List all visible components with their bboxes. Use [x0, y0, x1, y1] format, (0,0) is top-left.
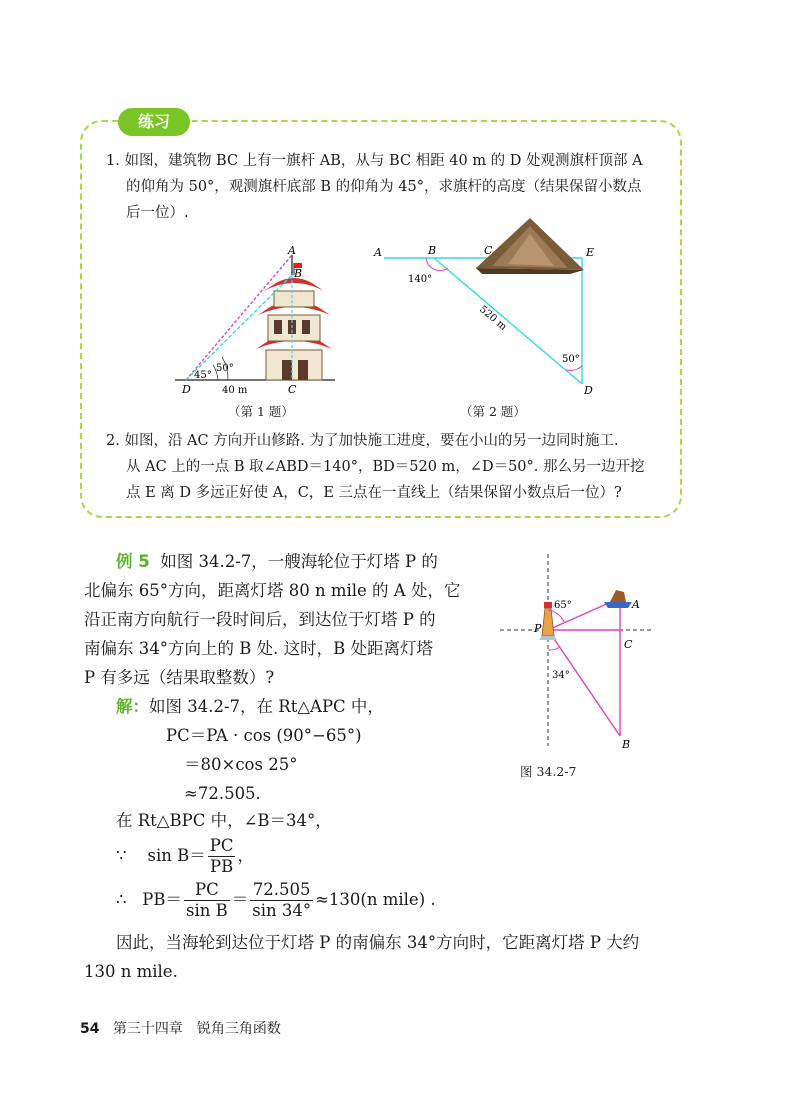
- fig1-angle-45: 45°: [194, 370, 212, 381]
- ex-line3: 沿正南方向航行一段时间后，到达位于灯塔 P 的: [84, 610, 436, 629]
- fig3-angle-34: 34°: [552, 670, 570, 681]
- page-number: 54: [80, 1021, 100, 1037]
- fig2-label-B: B: [428, 244, 437, 257]
- fraction-numeric: [250, 880, 313, 921]
- ship-icon: [604, 590, 632, 608]
- solution: [116, 692, 516, 808]
- example-label: 例 5: [116, 552, 150, 571]
- q2-line2: 从 AC 上的一点 B 取∠ABD＝140°，BD＝520 m，∠D＝50°. 那么另一边开挖: [126, 459, 645, 475]
- fig3-caption: 图 34.2-7: [520, 764, 577, 779]
- fig3-label-C: C: [624, 638, 633, 651]
- frac2-den: sin B: [185, 901, 228, 920]
- fig1-angle-50: 50°: [216, 363, 234, 374]
- tower-illustration: [256, 263, 332, 380]
- fig3-angle-65: 65°: [554, 600, 572, 611]
- fig1-label-B: B: [294, 267, 303, 280]
- conclusion: [84, 928, 704, 986]
- fig2-label-E: E: [586, 246, 595, 259]
- solution-label: 解：: [116, 697, 149, 716]
- frac1-num: PC: [209, 836, 234, 855]
- therefore-line: [116, 880, 436, 921]
- fig2-angle-50: 50°: [562, 354, 580, 365]
- q1-line2: 的仰角为 50°，观测旗杆底部 B 的仰角为 45°，求旗杆的高度（结果保留小数点: [126, 179, 642, 195]
- fig2-dist-520m: 520 m: [477, 304, 509, 333]
- fig2-label-C: C: [484, 244, 493, 257]
- q1-line3: 后一位）.: [126, 205, 189, 221]
- approx-result: ≈130(n mile) .: [315, 890, 436, 909]
- frac1-den: PB: [209, 857, 234, 876]
- pb-text: PB＝: [142, 890, 182, 909]
- ex-line4: 南偏东 34°方向上的 B 处. 这时，B 处距离灯塔: [84, 639, 433, 658]
- ex-line5: P 有多远（结果取整数）?: [84, 668, 275, 687]
- ex-line1: 如图 34.2-7，一艘海轮位于灯塔 P 的: [160, 552, 438, 571]
- q1-line1: 1. 如图，建筑物 BC 上有一旗杆 AB，从与 BC 相距 40 m 的 D 处观测旗杆顶部 A: [106, 153, 643, 169]
- example-5: [84, 547, 484, 692]
- fig2-label-D: D: [584, 384, 593, 397]
- sol-line2: PC＝PA · cos (90°−65°): [166, 726, 362, 745]
- frac3-den: sin 34°: [252, 901, 312, 920]
- frac2-num: PC: [184, 880, 230, 901]
- equals: ＝: [231, 890, 249, 909]
- fig1-label-C: C: [288, 383, 297, 395]
- fig1-label-A: A: [288, 245, 296, 257]
- sol-line1: 如图 34.2-7，在 Rt△APC 中，: [149, 697, 384, 716]
- concl-line1: 因此，当海轮到达位于灯塔 P 的南偏东 34°方向时，它距离灯塔 P 大约: [116, 933, 640, 952]
- q2-line3: 点 E 离 D 多远正好使 A，C，E 三点在一直线上（结果保留小数点后一位）?: [126, 485, 622, 501]
- fraction-pc-pb: [208, 836, 236, 877]
- chapter-title: 第三十四章 锐角三角函数: [112, 1021, 281, 1037]
- therefore-symbol: ∴: [116, 890, 127, 909]
- because-symbol: ∵: [116, 846, 127, 865]
- sol-line3: ＝80×cos 25°: [184, 755, 298, 774]
- fig3-label-P: P: [534, 622, 542, 635]
- page-footer: [80, 1018, 281, 1038]
- frac3-num: 72.505: [250, 880, 313, 901]
- sol-line5: 在 Rt△BPC 中，∠B＝34°，: [116, 811, 332, 830]
- fig2-angle-140: 140°: [408, 274, 433, 285]
- ex-line2: 北偏东 65°方向，距离灯塔 80 n mile 的 A 处，它: [84, 581, 461, 600]
- fig1-dist-40m: 40 m: [222, 385, 248, 395]
- figure-1: [170, 245, 340, 395]
- question-2: [106, 428, 678, 506]
- fig2-caption: （第 2 题）: [460, 404, 526, 419]
- figure-34-2-7: [492, 550, 672, 800]
- practice-tag: 练习: [118, 108, 190, 136]
- figure-2: [370, 212, 610, 402]
- because-line: [116, 836, 254, 877]
- q2-line1: 2. 如图，沿 AC 方向开山修路. 为了加快施工进度，要在小山的另一边同时施工.: [106, 433, 619, 449]
- comma: ，: [237, 846, 254, 865]
- fig2-label-A: A: [374, 246, 382, 259]
- fig1-label-D: D: [182, 383, 191, 395]
- sinb-text: sin B＝: [147, 846, 206, 865]
- fig1-caption: （第 1 题）: [228, 404, 294, 419]
- fig3-label-A: A: [632, 598, 640, 611]
- concl-line2: 130 n mile.: [84, 962, 178, 981]
- fraction-pc-sinb: [184, 880, 230, 921]
- sol-line4: ≈72.505.: [184, 784, 261, 803]
- fig3-label-B: B: [622, 738, 631, 751]
